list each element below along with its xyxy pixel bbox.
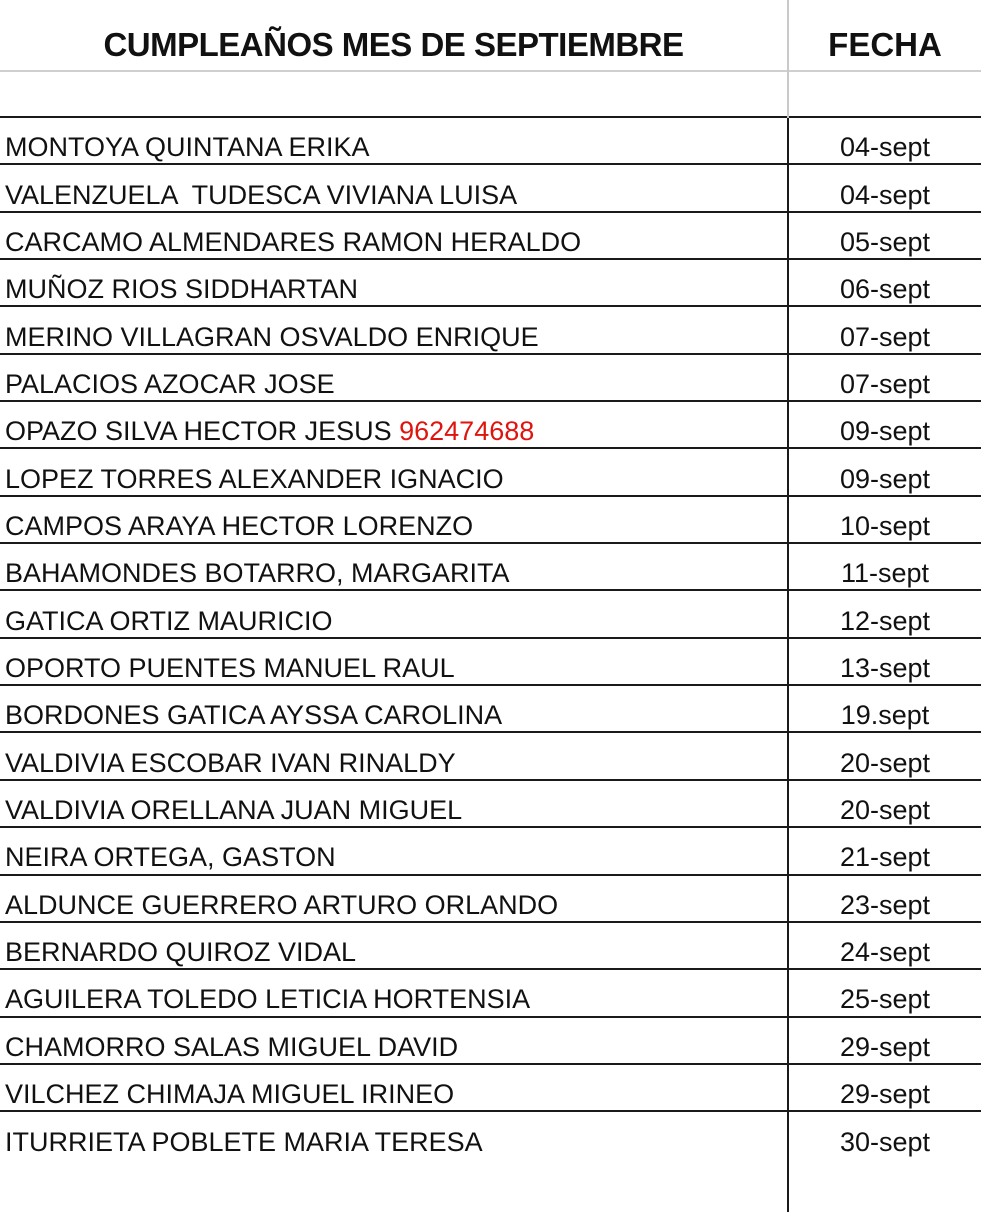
header-title: CUMPLEAÑOS MES DE SEPTIEMBRE xyxy=(103,26,684,63)
table-row xyxy=(0,355,981,402)
person-name-cell xyxy=(5,923,785,968)
person-name: PALACIOS AZOCAR JOSE xyxy=(5,368,335,399)
person-name-cell xyxy=(5,639,785,684)
header-date-column: FECHA xyxy=(828,26,942,63)
person-name-cell xyxy=(5,355,785,400)
person-name: VALENZUELA TUDESCA VIVIANA LUISA xyxy=(5,179,518,210)
empty-row xyxy=(0,72,981,118)
person-name-cell xyxy=(5,213,785,258)
birthday-date: 11-sept xyxy=(840,558,930,589)
person-name-cell xyxy=(5,1112,785,1159)
birthday-date: 06-sept xyxy=(839,274,931,305)
birthday-date: 04-sept xyxy=(839,132,931,163)
person-name: VILCHEZ CHIMAJA MIGUEL IRINEO xyxy=(5,1079,455,1110)
birthday-date: 29-sept xyxy=(839,1031,931,1062)
table-row xyxy=(0,591,981,638)
person-name-cell xyxy=(5,402,785,447)
table-row xyxy=(0,970,981,1017)
person-name: OPORTO PUENTES MANUEL RAUL xyxy=(5,652,455,683)
table-row xyxy=(0,260,981,307)
person-name: CHAMORRO SALAS MIGUEL DAVID xyxy=(5,1031,459,1062)
person-name: GATICA ORTIZ MAURICIO xyxy=(5,605,333,636)
birthday-date: 30-sept xyxy=(839,1127,931,1158)
person-name: CAMPOS ARAYA HECTOR LORENZO xyxy=(5,510,474,541)
table-row xyxy=(0,307,981,354)
birthday-date: 05-sept xyxy=(839,226,931,257)
table-row xyxy=(0,686,981,733)
birthday-date: 09-sept xyxy=(839,463,931,494)
table-header xyxy=(0,0,981,72)
table-row xyxy=(0,1018,981,1065)
person-name: BORDONES GATICA AYSSA CAROLINA xyxy=(5,700,503,731)
person-name: MUÑOZ RIOS SIDDHARTAN xyxy=(5,274,359,305)
table-row xyxy=(0,497,981,544)
table-row xyxy=(0,781,981,828)
table-row xyxy=(0,1112,981,1159)
person-name-cell xyxy=(5,307,785,352)
table-row xyxy=(0,402,981,449)
table-row xyxy=(0,544,981,591)
person-name: VALDIVIA ORELLANA JUAN MIGUEL xyxy=(5,794,463,825)
person-name: MONTOYA QUINTANA ERIKA xyxy=(5,132,370,163)
birthday-date: 24-sept xyxy=(839,937,931,968)
person-name-cell xyxy=(5,497,785,542)
person-name: BAHAMONDES BOTARRO, MARGARITA xyxy=(5,558,510,589)
person-name: NEIRA ORTEGA, GASTON xyxy=(5,842,336,873)
table-row xyxy=(0,828,981,875)
phone-number: 962474688 xyxy=(399,416,535,447)
table-row xyxy=(0,876,981,923)
person-name-cell xyxy=(5,876,785,921)
birthday-date: 19.sept xyxy=(840,700,930,731)
person-name-cell xyxy=(5,260,785,305)
birthday-date: 29-sept xyxy=(839,1079,931,1110)
birthday-date: 20-sept xyxy=(839,794,931,825)
person-name: OPAZO SILVA HECTOR JESUS xyxy=(5,416,400,447)
birthday-date: 04-sept xyxy=(839,179,931,210)
birthday-date: 21-sept xyxy=(839,842,931,873)
person-name-cell xyxy=(5,591,785,636)
table-row xyxy=(0,733,981,780)
birthday-date: 10-sept xyxy=(839,510,931,541)
birthday-date: 20-sept xyxy=(839,747,931,778)
birthday-date: 07-sept xyxy=(839,368,931,399)
table-row xyxy=(0,165,981,212)
person-name-cell xyxy=(5,970,785,1015)
person-name-cell xyxy=(5,165,785,210)
birthday-date: 09-sept xyxy=(839,416,931,447)
person-name: VALDIVIA ESCOBAR IVAN RINALDY xyxy=(5,747,456,778)
birthday-date: 23-sept xyxy=(839,889,931,920)
birthday-date: 13-sept xyxy=(839,652,931,683)
person-name-cell xyxy=(5,118,785,163)
birthday-date: 25-sept xyxy=(839,984,931,1015)
person-name-cell xyxy=(5,544,785,589)
person-name: CARCAMO ALMENDARES RAMON HERALDO xyxy=(5,226,582,257)
person-name-cell xyxy=(5,828,785,873)
person-name-cell xyxy=(5,1018,785,1063)
person-name-cell xyxy=(5,1065,785,1110)
person-name: AGUILERA TOLEDO LETICIA HORTENSIA xyxy=(5,984,531,1015)
table-row xyxy=(0,1065,981,1112)
person-name: MERINO VILLAGRAN OSVALDO ENRIQUE xyxy=(5,321,539,352)
birthday-date: 12-sept xyxy=(839,605,931,636)
table-row xyxy=(0,639,981,686)
table-row xyxy=(0,118,981,165)
person-name-cell xyxy=(5,781,785,826)
table-row xyxy=(0,449,981,496)
table-row xyxy=(0,923,981,970)
person-name: ITURRIETA POBLETE MARIA TERESA xyxy=(5,1127,483,1158)
person-name-cell xyxy=(5,686,785,731)
person-name-cell xyxy=(5,449,785,494)
birthday-date: 07-sept xyxy=(839,321,931,352)
person-name-cell xyxy=(5,733,785,778)
birthday-list xyxy=(0,118,981,1160)
person-name: BERNARDO QUIROZ VIDAL xyxy=(5,937,357,968)
person-name: LOPEZ TORRES ALEXANDER IGNACIO xyxy=(5,463,504,494)
person-name: ALDUNCE GUERRERO ARTURO ORLANDO xyxy=(5,889,559,920)
table-row xyxy=(0,213,981,260)
